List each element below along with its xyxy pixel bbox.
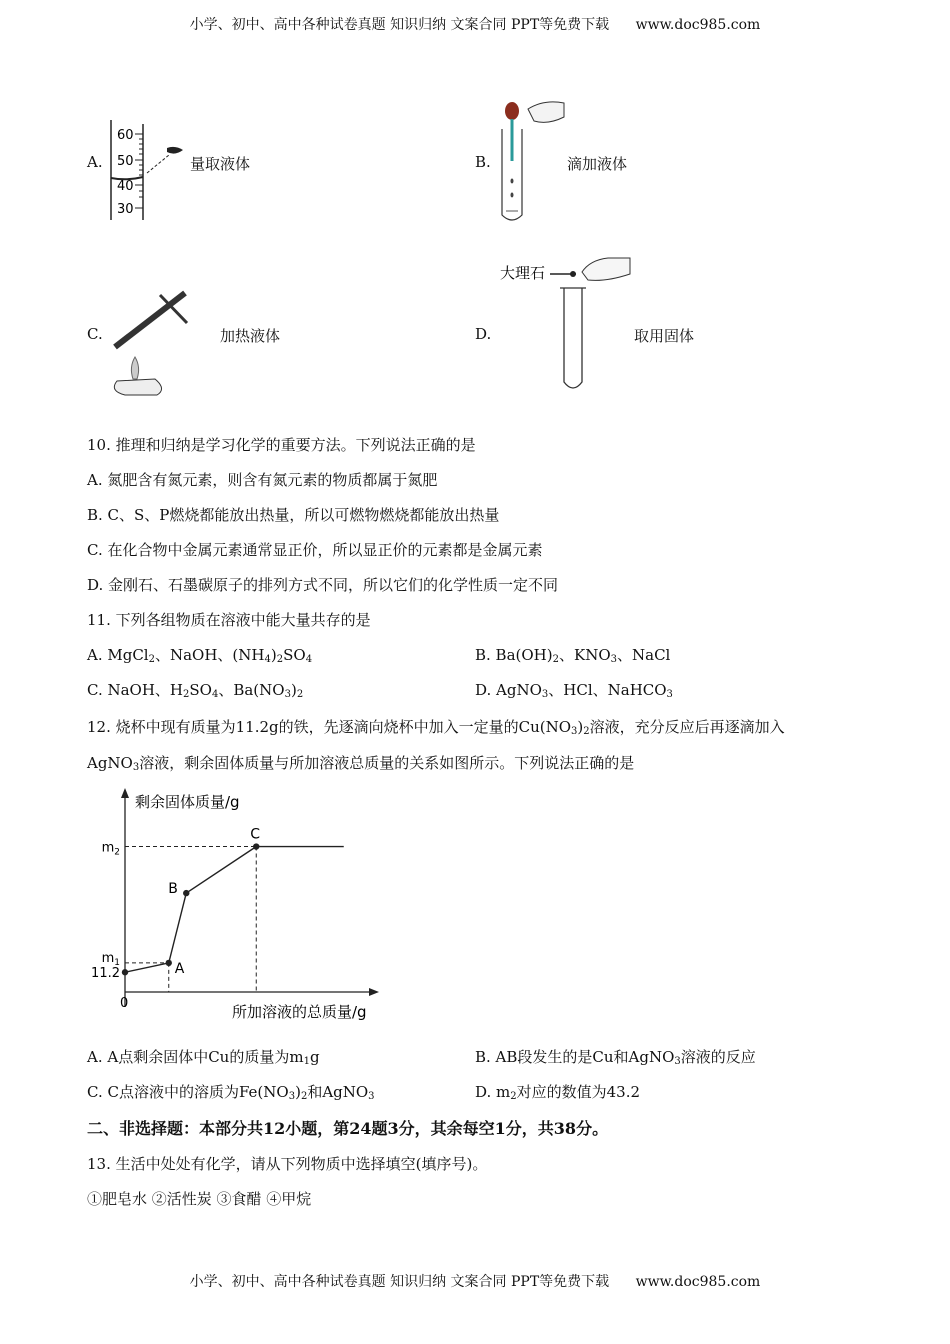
q9-option-d-caption: 取用固体	[634, 327, 695, 345]
point-label-C: C	[250, 826, 261, 843]
q12-option-b: B. AB段发生的是Cu和AgNO$_3$溶液的反应	[475, 1048, 756, 1067]
data-point-2	[183, 890, 189, 896]
q9-option-c-label: C.	[87, 325, 103, 343]
marble-label: 大理石	[500, 264, 546, 282]
data-point-0	[122, 969, 128, 975]
q12-stem-line1: 12. 烧杯中现有质量为11.2g的铁，先逐滴向烧杯中加入一定量的$Cu(NO_3)_2$溶液，充分反应后再逐滴加入	[87, 718, 785, 737]
q12-option-d: D. $m_2$对应的数值为43.2	[475, 1083, 641, 1102]
scale-50: 50	[117, 154, 134, 169]
y-axis-arrow	[121, 788, 129, 798]
scale-60: 60	[117, 128, 134, 143]
q11-option-b: B. $Ba(OH)_2$、$KNO_3$、NaCl	[475, 646, 671, 665]
q11-option-d: D. AgNO$_3$、HCl、NaHCO$_3$	[475, 681, 673, 700]
q10-option-c: C. 在化合物中金属元素通常显正价，所以显正价的元素都是金属元素	[87, 541, 543, 559]
q13-stem: 13. 生活中处处有化学，请从下列物质中选择填空(填序号)。	[87, 1155, 488, 1173]
q12-stem-line2: AgNO$_3$溶液，剩余固体质量与所加溶液总质量的关系如图所示。下列说法正确的是	[87, 754, 635, 773]
q10-stem: 10. 推理和归纳是学习化学的重要方法。下列说法正确的是	[87, 436, 476, 454]
header-text: 小学、初中、高中各种试卷真题 知识归纳 文案合同 PPT等免费下载	[189, 17, 610, 33]
q9-option-a-caption: 量取液体	[190, 155, 251, 173]
test-tube-figure	[498, 252, 638, 397]
q11-stem: 11. 下列各组物质在溶液中能大量共存的是	[87, 611, 371, 629]
q12-option-a: A. A点剩余固体中Cu的质量为$m_1g$	[87, 1048, 320, 1067]
y-tick-label-0: $m_2$	[101, 840, 120, 858]
q11-option-a: A. MgCl$_2$、NaOH、$(NH_4)_2SO_4$	[87, 646, 313, 665]
q9-option-c-caption: 加热液体	[220, 327, 281, 345]
q9-option-d-label: D.	[475, 325, 492, 343]
q10-option-a: A. 氮肥含有氮元素，则含有氮元素的物质都属于氮肥	[87, 471, 438, 489]
q10-option-b: B. C、S、P燃烧都能放出热量，所以可燃物燃烧都能放出热量	[87, 506, 500, 524]
mass-chart	[80, 780, 400, 1030]
y-axis-label: 剩余固体质量/g	[135, 793, 240, 811]
page-header	[0, 14, 950, 34]
section-2-title: 二、非选择题：本部分共12小题，第24题3分，其余每空1分，共38分。	[87, 1119, 609, 1138]
q11-option-c: C. NaOH、$H_2SO_4$、$Ba(NO_3)_2$	[87, 681, 304, 700]
point-label-B: B	[168, 881, 178, 898]
x-axis-arrow	[369, 988, 379, 996]
origin-label: 0	[120, 996, 129, 1011]
header-site: www.doc985.com	[635, 17, 761, 33]
q12-option-c: C. C点溶液中的溶质为$Fe(NO_3)_2$和AgNO$_3$	[87, 1083, 375, 1102]
data-point-1	[166, 960, 172, 966]
y-tick-label-2: 11.2	[91, 966, 120, 982]
footer-text: 小学、初中、高中各种试卷真题 知识归纳 文案合同 PPT等免费下载	[189, 1274, 610, 1290]
point-label-A: A	[174, 960, 185, 977]
q10-option-d: D. 金刚石、石墨碳原子的排列方式不同，所以它们的化学性质一定不同	[87, 576, 559, 594]
q9-option-b-caption: 滴加液体	[567, 155, 628, 173]
q9-option-a-label: A.	[87, 153, 103, 171]
footer-site: www.doc985.com	[635, 1274, 761, 1290]
scale-30: 30	[117, 202, 134, 217]
dropper-figure	[498, 95, 568, 225]
graduated-cylinder-figure	[105, 118, 195, 223]
q9-option-b-label: B.	[475, 153, 491, 171]
y-tick-label-1: $m_1$	[101, 950, 120, 968]
data-point-3	[253, 843, 259, 849]
series-line	[125, 847, 344, 973]
page-footer	[0, 1271, 950, 1291]
q13-options: ①肥皂水 ②活性炭 ③食醋 ④甲烷	[87, 1190, 312, 1208]
heating-figure	[105, 285, 205, 397]
x-axis-label: 所加溶液的总质量/g	[232, 1003, 367, 1021]
scale-40: 40	[117, 179, 134, 194]
